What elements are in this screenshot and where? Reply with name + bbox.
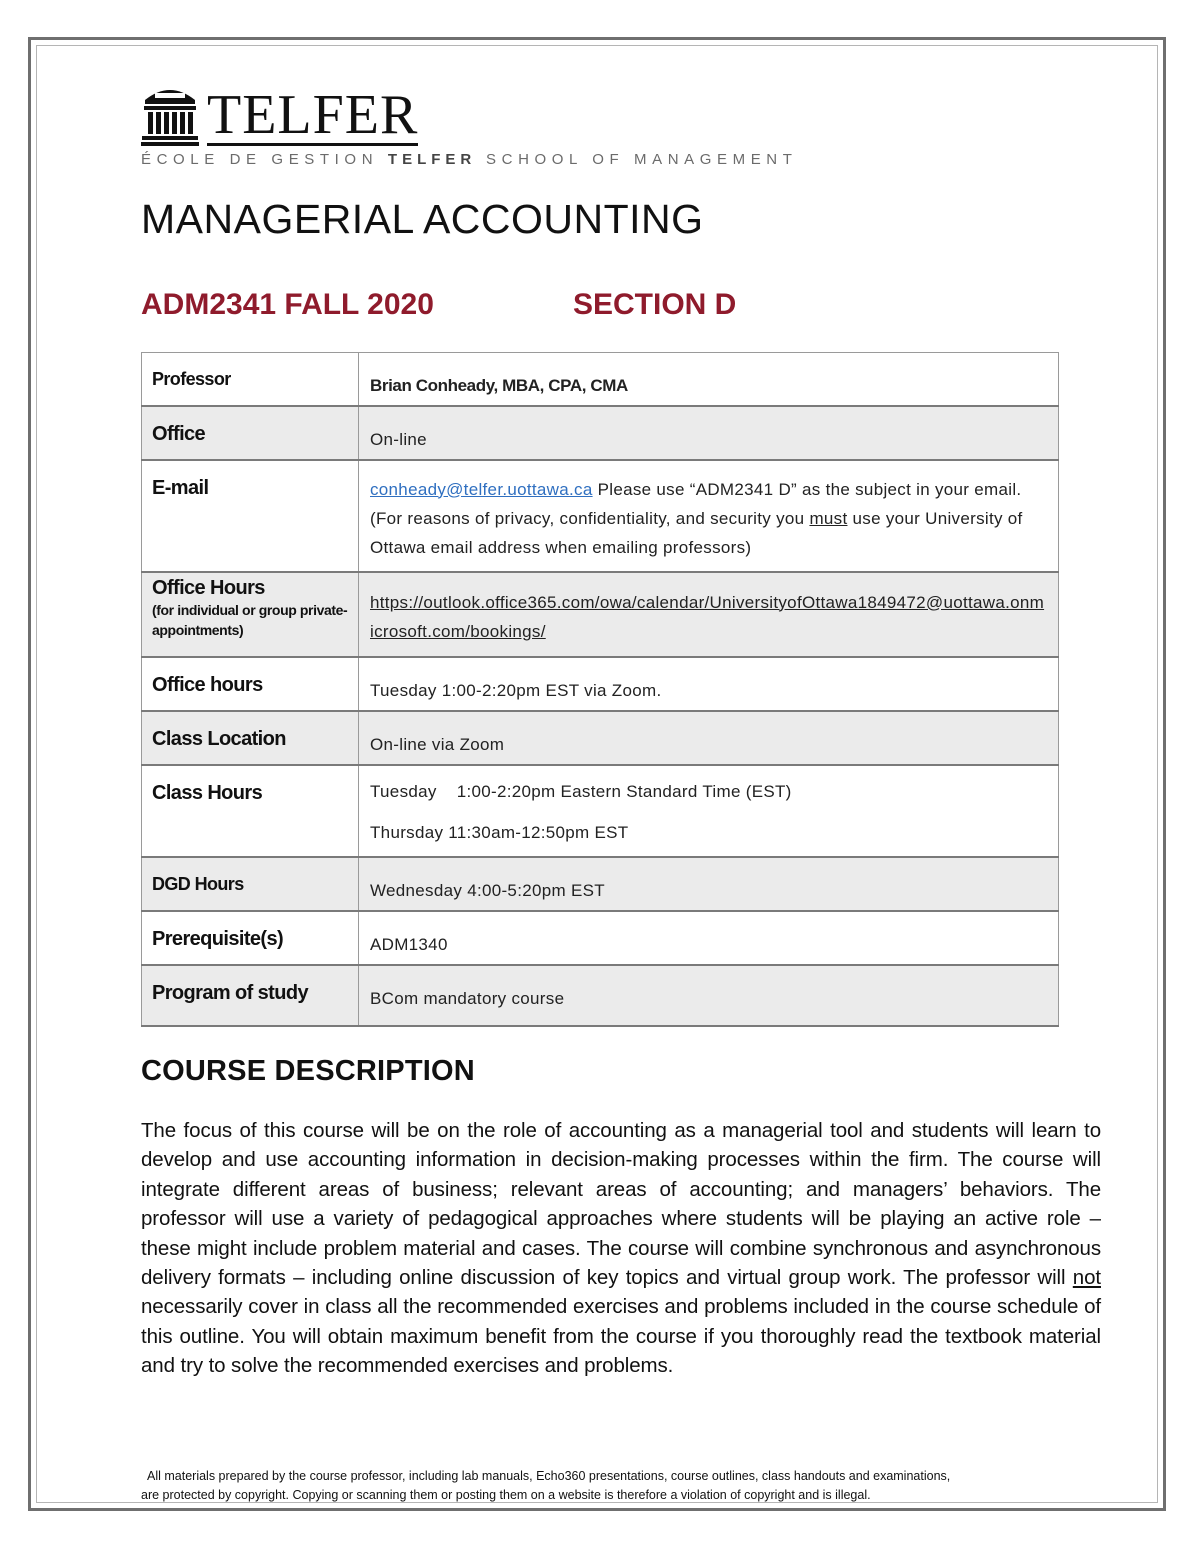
course-description-text <box>141 1116 1101 1381</box>
label-email: E-mail <box>142 460 359 572</box>
logo-wordmark: TELFER <box>207 84 419 146</box>
label-office-hours: Office hours <box>142 657 359 711</box>
footer-line-2: are protected by copyright. Copying or scanning them or posting them on a website is therefore a violation of copyright and is illegal. <box>141 1488 871 1502</box>
value-program: BCom mandatory course <box>359 965 1059 1026</box>
tagline-english: SCHOOL OF MANAGEMENT <box>486 151 798 168</box>
value-office-hours-booking <box>359 572 1059 657</box>
tagline-telfer: TELFER <box>387 151 477 168</box>
value-professor: Brian Conheady, MBA, CPA, CMA <box>359 353 1059 406</box>
row-office-hours-booking <box>142 572 1059 657</box>
tagline-french: ÉCOLE DE GESTION <box>141 151 379 168</box>
row-program <box>142 965 1059 1026</box>
logo-tagline <box>141 151 798 168</box>
row-email <box>142 460 1059 572</box>
row-office-hours <box>142 657 1059 711</box>
email-note: Please use “ADM2341 D” as the subject in your email. (For reasons of privacy, confidentiality, and security you <box>370 479 1022 528</box>
course-section: SECTION D <box>573 288 737 321</box>
footer-line-1: All materials prepared by the course professor, including lab manuals, Echo360 presentations, course outlines, class handouts and examinations, <box>147 1469 951 1483</box>
value-class-hours <box>359 765 1059 857</box>
office-hours-label: Office Hours <box>152 576 265 599</box>
booking-link[interactable]: https://outlook.office365.com/owa/calendar/UniversityofOttawa1849472@uottawa.onmicrosoft.com/bookings/ <box>370 592 1045 641</box>
document-title: MANAGERIAL ACCOUNTING <box>141 196 704 242</box>
course-info-table <box>141 352 1059 1027</box>
description-part-1: The focus of this course will be on the role of accounting as a managerial tool and students will learn to develop and use accounting information in decision-making processes within the firm. The course will integrate different areas of business; relevant areas of accounting; and managers’ behaviors. The professor will use a variety of pedagogical approaches where students will be playing an active role – these might include problem material and cases. The course will combine synchronous and asynchronous delivery formats – including online discussion of key topics and virtual group work. The professor will <box>141 1119 1101 1290</box>
telfer-logo <box>141 74 418 146</box>
label-office-hours-booking <box>142 572 359 657</box>
class-hours-tuesday: Tuesday 1:00-2:20pm Eastern Standard Time (EST) <box>370 781 792 801</box>
label-dgd-hours: DGD Hours <box>142 857 359 911</box>
value-prerequisites: ADM1340 <box>359 911 1059 965</box>
row-office <box>142 406 1059 460</box>
label-professor: Professor <box>142 353 359 406</box>
email-link[interactable]: conheady@telfer.uottawa.ca <box>370 479 593 499</box>
course-code: ADM2341 FALL 2020 <box>141 288 434 321</box>
description-not: not <box>1072 1266 1101 1290</box>
label-class-hours: Class Hours <box>142 765 359 857</box>
building-logo-icon <box>141 78 199 146</box>
label-program: Program of study <box>142 965 359 1026</box>
value-office: On-line <box>359 406 1059 460</box>
row-prerequisites <box>142 911 1059 965</box>
value-class-location: On-line via Zoom <box>359 711 1059 765</box>
email-note-must: must <box>809 508 848 528</box>
row-dgd-hours <box>142 857 1059 911</box>
email-note-end: use your University of Ottawa email address when emailing professors) <box>370 508 1023 557</box>
copyright-footer <box>141 1467 1081 1505</box>
class-hours-thursday: Thursday 11:30am-12:50pm EST <box>370 822 629 842</box>
label-class-location: Class Location <box>142 711 359 765</box>
label-prerequisites: Prerequisite(s) <box>142 911 359 965</box>
row-professor <box>142 353 1059 406</box>
row-class-hours <box>142 765 1059 857</box>
row-class-location <box>142 711 1059 765</box>
value-dgd-hours: Wednesday 4:00-5:20pm EST <box>359 857 1059 911</box>
course-description-heading: COURSE DESCRIPTION <box>141 1055 475 1087</box>
description-part-2: necessarily cover in class all the recommended exercises and problems included in the course schedule of this outline. You will obtain maximum benefit from the course if you thoroughly read the textbook material and try to solve the recommended exercises and problems. <box>141 1295 1101 1378</box>
value-email <box>359 460 1059 572</box>
label-office: Office <box>142 406 359 460</box>
value-office-hours: Tuesday 1:00-2:20pm EST via Zoom. <box>359 657 1059 711</box>
office-hours-sublabel: (for individual or group private-appointments) <box>152 601 348 638</box>
